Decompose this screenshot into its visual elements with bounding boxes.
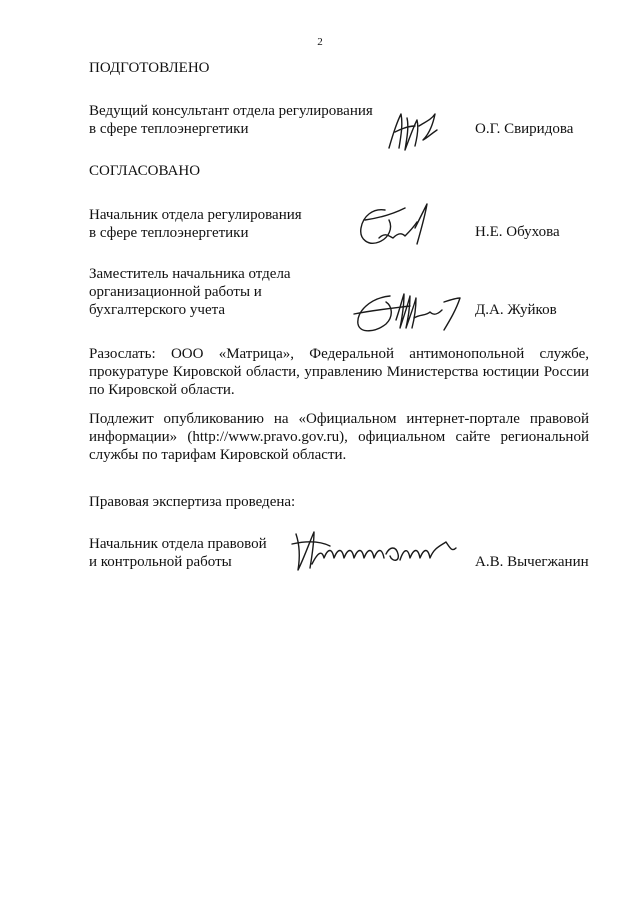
legal-review-position-line-2: и контрольной работы [89, 554, 232, 570]
legal-review-name: А.В. Вычегжанин [475, 554, 589, 570]
agreed-signatory-1-name: Н.Е. Обухова [475, 224, 560, 240]
prepared-position-line-2: в сфере теплоэнергетики [89, 121, 249, 137]
prepared-position [89, 102, 389, 138]
agreed-signatory-1-position-line-1: Начальник отдела регулирования [89, 207, 302, 223]
prepared-heading: ПОДГОТОВЛЕНО [89, 60, 210, 76]
agreed-heading: СОГЛАСОВАНО [89, 163, 201, 179]
distribution-paragraph: Разослать: ООО «Матрица», Федеральной антимонопольной службе, прокуратуре Кировской области, управлению Министерства юстиции России по Кировской области. [89, 346, 589, 398]
signature-sviridova [383, 104, 443, 156]
legal-review-heading: Правовая экспертиза проведена: [89, 494, 296, 510]
agreed-signatory-2-name: Д.А. Жуйков [475, 302, 557, 318]
prepared-name: О.Г. Свиридова [475, 121, 574, 137]
prepared-position-line-1: Ведущий консультант отдела регулирования [89, 103, 373, 119]
agreed-signatory-2-position [89, 265, 389, 319]
agreed-signatory-2-position-line-3: бухгалтерского учета [89, 302, 226, 318]
agreed-signatory-1-position [89, 206, 389, 242]
agreed-signatory-2-position-line-1: Заместитель начальника отдела [89, 266, 291, 282]
page-number: 2 [317, 36, 323, 48]
agreed-signatory-2-position-line-2: организационной работы и [89, 284, 262, 300]
signature-obukhova [355, 198, 435, 252]
signature-zhuykov [350, 288, 465, 338]
agreed-signatory-1-position-line-2: в сфере теплоэнергетики [89, 225, 249, 241]
legal-review-position-line-1: Начальник отдела правовой [89, 536, 267, 552]
signature-vychegzhanin [290, 524, 460, 574]
publication-paragraph: Подлежит опубликованию на «Официальном интернет-портале правовой информации» (http://www.pravo.gov.ru), официальном сайте региональной службы по тарифам Кировской области. [89, 411, 589, 463]
